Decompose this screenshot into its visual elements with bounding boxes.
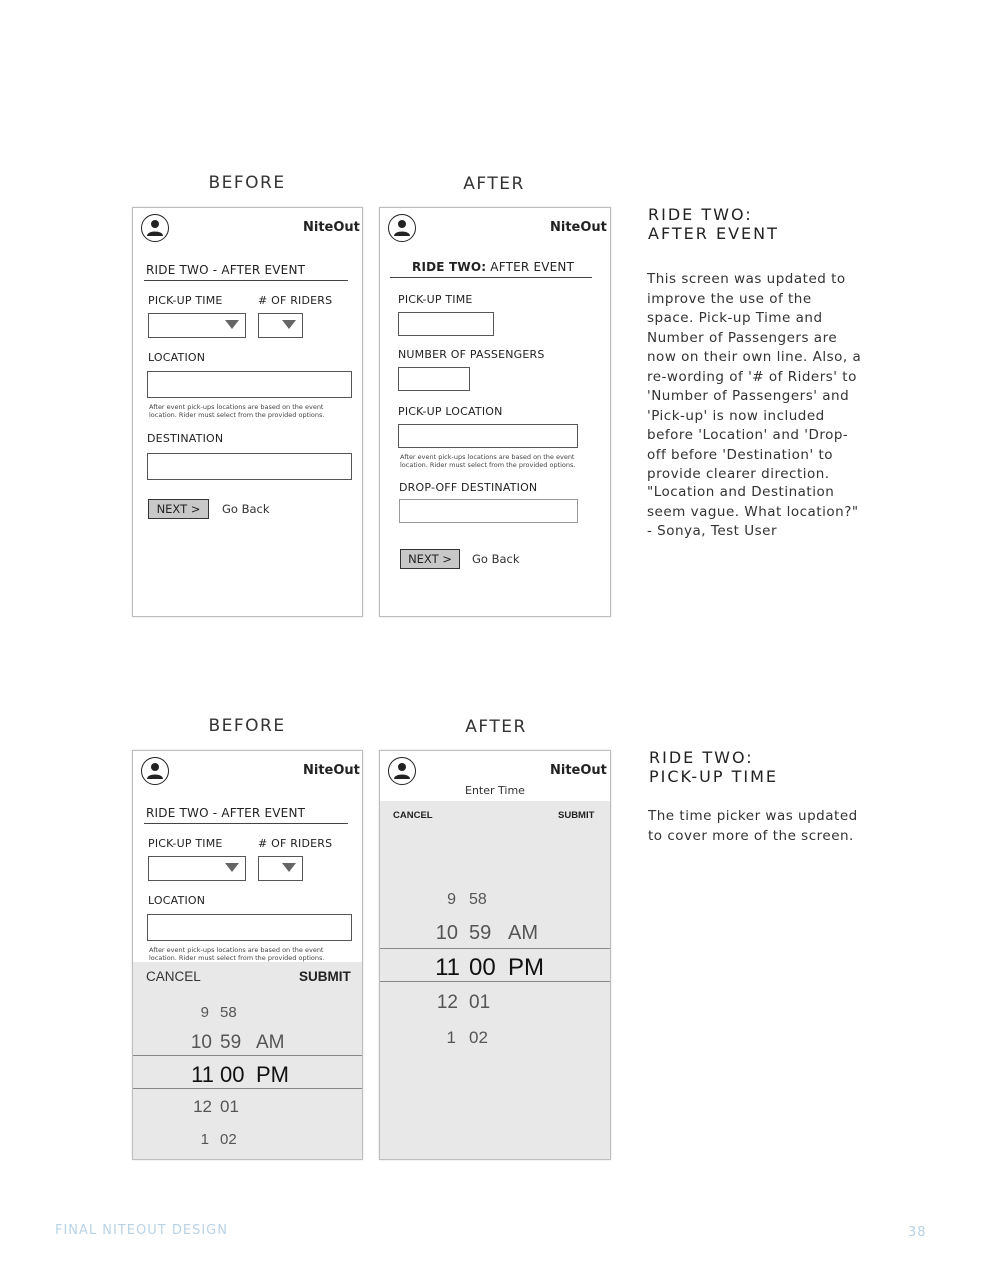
location-label: LOCATION — [148, 894, 206, 907]
minute-option[interactable]: 58 — [469, 891, 487, 908]
page-title — [412, 260, 574, 274]
before-title: BEFORE — [208, 716, 286, 736]
passengers-input[interactable] — [398, 367, 470, 391]
location-note: After event pick-ups locations are based on the event location. Rider must select from the provided options. — [149, 403, 325, 419]
pickup-time-input[interactable] — [398, 312, 494, 336]
submit-button[interactable]: SUBMIT — [558, 810, 595, 821]
pickup-location-label: PICK-UP LOCATION — [398, 405, 503, 418]
before-phone-ride-details — [132, 207, 363, 617]
minute-option[interactable]: 59 — [469, 922, 492, 944]
riders-dropdown[interactable] — [258, 856, 303, 881]
profile-avatar[interactable] — [141, 757, 169, 785]
before-phone-time-picker — [132, 750, 363, 1160]
selected-period[interactable]: PM — [256, 1062, 289, 1087]
user-icon — [391, 217, 413, 239]
side-title-line1: RIDE TWO: — [649, 748, 754, 767]
brand-logo: NiteOut — [550, 763, 607, 778]
selected-minute[interactable]: 00 — [220, 1062, 245, 1087]
chevron-down-icon — [282, 863, 296, 872]
minute-option[interactable]: 02 — [469, 1028, 488, 1047]
pickup-time-label: PICK-UP TIME — [148, 294, 223, 307]
selected-hour[interactable]: 11 — [435, 954, 460, 981]
before-title: BEFORE — [208, 173, 286, 193]
go-back-link[interactable]: Go Back — [472, 552, 520, 566]
side-title-line2: AFTER EVENT — [648, 224, 779, 243]
side-title-line2: PICK-UP TIME — [649, 767, 778, 786]
minute-option[interactable]: 01 — [469, 992, 491, 1013]
brand-logo: NiteOut — [303, 763, 360, 778]
page-title-rest: AFTER EVENT — [486, 260, 575, 274]
cancel-button[interactable]: CANCEL — [393, 810, 433, 821]
profile-avatar[interactable] — [388, 214, 416, 242]
time-picker[interactable] — [380, 801, 610, 1159]
dropoff-destination-label: DROP-OFF DESTINATION — [399, 481, 538, 494]
title-divider — [390, 277, 592, 278]
pickup-time-dropdown[interactable] — [148, 856, 246, 881]
location-input[interactable] — [147, 914, 352, 941]
period-option[interactable]: AM — [256, 1032, 285, 1053]
user-icon — [144, 217, 166, 239]
pickup-time-dropdown[interactable] — [148, 313, 246, 338]
after-phone-time-picker — [379, 750, 611, 1160]
side-description-bottom: The time picker was updated to cover more of the screen. — [648, 808, 858, 844]
pickup-location-input[interactable] — [398, 424, 578, 448]
hour-option[interactable]: 10 — [190, 1032, 212, 1053]
user-quote: "Location and Destination seem vague. What location?" — [647, 484, 859, 520]
destination-input[interactable] — [147, 453, 352, 480]
title-divider — [144, 280, 348, 281]
submit-button[interactable]: SUBMIT — [299, 969, 351, 984]
riders-label: # OF RIDERS — [258, 294, 333, 307]
selection-line-bottom — [133, 1088, 362, 1089]
hour-option[interactable]: 12 — [436, 992, 458, 1013]
side-title-bottom — [649, 748, 778, 786]
period-option[interactable]: AM — [508, 922, 538, 944]
pickup-time-label: PICK-UP TIME — [148, 837, 223, 850]
cancel-button[interactable]: CANCEL — [146, 969, 201, 984]
time-picker[interactable] — [133, 962, 362, 1159]
brand-logo: NiteOut — [550, 220, 607, 235]
quote-author: - Sonya, Test User — [647, 523, 778, 539]
side-description-top: This screen was updated to improve the use of the space. Pick-up Time and Number of Passengers are now on their own line. Also, a re-wording of '# of Riders' to 'Number of Passengers' and 'Pick-up' is now included before 'Location' and 'Drop-off before 'Destination' to provide clearer direction. — [647, 271, 862, 482]
hour-option[interactable]: 9 — [447, 891, 456, 908]
after-title: AFTER — [463, 174, 525, 194]
go-back-link[interactable]: Go Back — [222, 502, 270, 516]
hour-option[interactable]: 9 — [200, 1004, 209, 1021]
next-button[interactable]: NEXT > — [148, 499, 209, 519]
selected-hour[interactable]: 11 — [191, 1062, 214, 1087]
user-icon — [144, 760, 166, 782]
footer-title: FINAL NITEOUT DESIGN — [55, 1223, 228, 1238]
hour-option[interactable]: 12 — [193, 1097, 212, 1116]
location-input[interactable] — [147, 371, 352, 398]
minute-option[interactable]: 02 — [220, 1131, 237, 1148]
chevron-down-icon — [282, 320, 296, 329]
chevron-down-icon — [225, 863, 239, 872]
location-note: After event pick-ups locations are based on the event location. Rider must select from the provided options. — [149, 946, 325, 962]
pickup-time-label: PICK-UP TIME — [398, 293, 473, 306]
after-title: AFTER — [465, 717, 527, 737]
minute-option[interactable]: 01 — [220, 1097, 239, 1116]
page-title-bold: RIDE TWO: — [412, 260, 487, 274]
profile-avatar[interactable] — [141, 214, 169, 242]
location-label: LOCATION — [148, 351, 206, 364]
hour-option[interactable]: 1 — [446, 1028, 456, 1047]
next-button[interactable]: NEXT > — [400, 549, 460, 569]
minute-option[interactable]: 59 — [220, 1032, 242, 1053]
title-divider — [144, 823, 348, 824]
brand-logo: NiteOut — [303, 220, 360, 235]
hour-option[interactable]: 1 — [200, 1131, 209, 1148]
page-number: 38 — [908, 1225, 927, 1240]
side-title-line1: RIDE TWO: — [648, 205, 753, 224]
profile-avatar[interactable] — [388, 757, 416, 785]
page-title: RIDE TWO - AFTER EVENT — [146, 806, 306, 820]
after-phone-ride-details — [379, 207, 611, 617]
minute-option[interactable]: 58 — [220, 1004, 237, 1021]
riders-dropdown[interactable] — [258, 313, 303, 338]
side-title-top — [648, 205, 779, 243]
location-note: After event pick-ups locations are based on the event location. Rider must select from the provided options. — [400, 453, 576, 469]
selection-line-top — [133, 1055, 362, 1056]
selected-period[interactable]: PM — [508, 954, 544, 981]
user-icon — [391, 760, 413, 782]
selected-minute[interactable]: 00 — [469, 954, 496, 981]
destination-label: DESTINATION — [147, 432, 224, 445]
chevron-down-icon — [225, 320, 239, 329]
dropoff-destination-input[interactable] — [399, 499, 578, 523]
page-title: RIDE TWO - AFTER EVENT — [146, 263, 306, 277]
selection-line-bottom — [380, 981, 610, 982]
selection-line-top — [380, 948, 610, 949]
passengers-label: NUMBER OF PASSENGERS — [398, 348, 545, 361]
riders-label: # OF RIDERS — [258, 837, 333, 850]
enter-time-label: Enter Time — [465, 784, 525, 797]
hour-option[interactable]: 10 — [435, 922, 458, 944]
